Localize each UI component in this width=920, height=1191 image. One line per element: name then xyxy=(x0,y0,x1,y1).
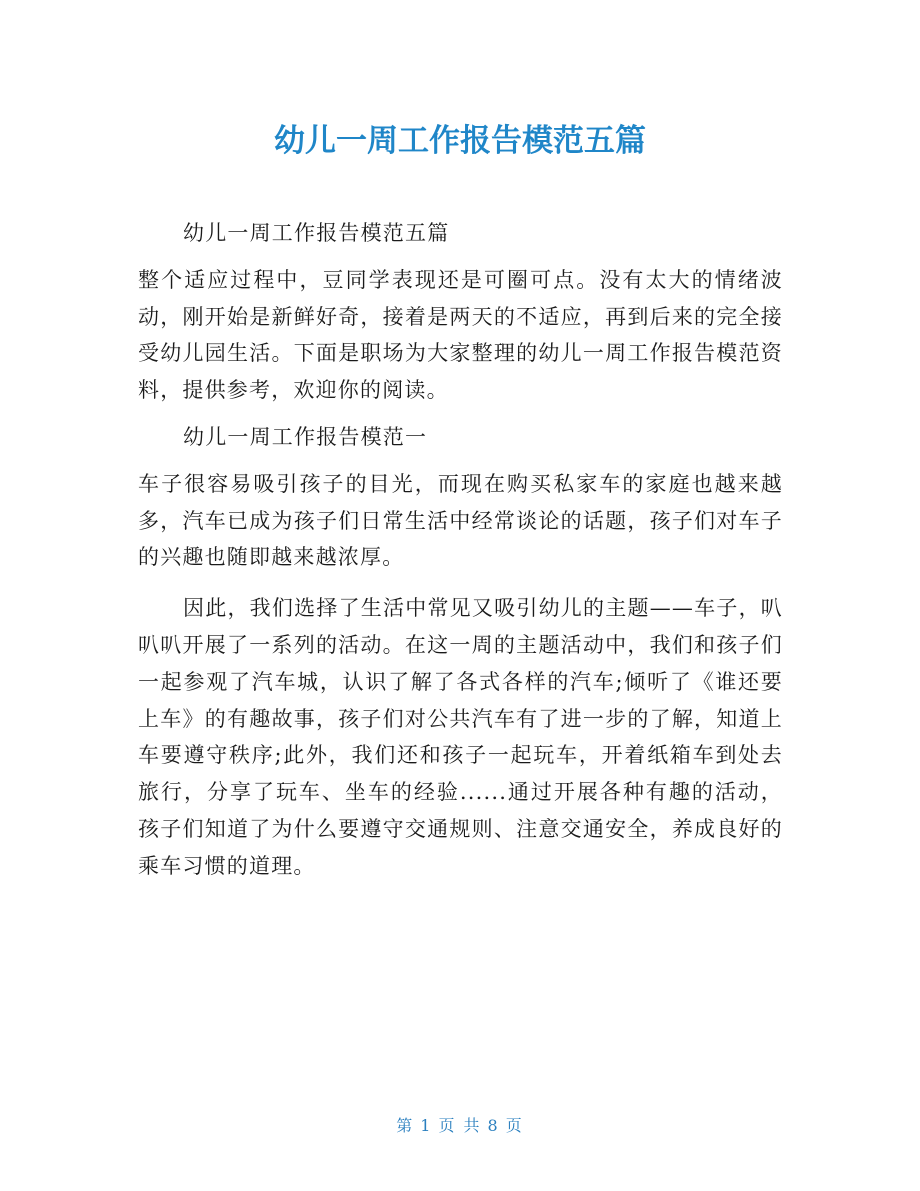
footer-prefix: 第 xyxy=(396,1116,415,1135)
document-body xyxy=(138,215,783,885)
footer-page-number: 1 xyxy=(420,1116,433,1135)
paragraph-cars-interest: 车子很容易吸引孩子的目光，而现在购买私家车的家庭也越来越多，汽车已成为孩子们日常生活中经常谈论的话题，孩子们对车子的兴趣也随即越来越浓厚。 xyxy=(138,471,783,570)
paragraph-heading: 幼儿一周工作报告模范五篇 xyxy=(183,221,450,245)
paragraph-activities: 因此，我们选择了生活中常见又吸引幼儿的主题——车子，叭叭叭开展了一系列的活动。在这一周的主题活动中，我们和孩子们一起参观了汽车城，认识了解了各式各样的汽车;倾听了《谁还要上车》的有趣故事，孩子们对公共汽车有了进一步的了解，知道上车要遵守秩序;此外，我们还和孩子一起玩车，开着纸箱车到处去旅行，分享了玩车、坐车的经验......通过开展各种有趣的活动，孩子们知道了为什么要遵守交通规则、注意交通安全，养成良好的乘车习惯的道理。 xyxy=(138,596,783,878)
document-title: 幼儿一周工作报告模范五篇 xyxy=(274,123,646,159)
page-number-footer xyxy=(0,1113,920,1136)
footer-suffix: 页 xyxy=(505,1116,524,1135)
footer-middle: 页 共 xyxy=(438,1116,482,1135)
paragraph-intro: 整个适应过程中，豆同学表现还是可圈可点。没有太大的情绪波动，刚开始是新鲜好奇，接着是两天的不适应，再到后来的完全接受幼儿园生活。下面是职场为大家整理的幼儿一周工作报告模范资料，提供参考，欢迎你的阅读。 xyxy=(138,267,783,403)
footer-total-pages: 8 xyxy=(487,1116,500,1135)
paragraph-section-heading: 幼儿一周工作报告模范一 xyxy=(183,424,428,449)
